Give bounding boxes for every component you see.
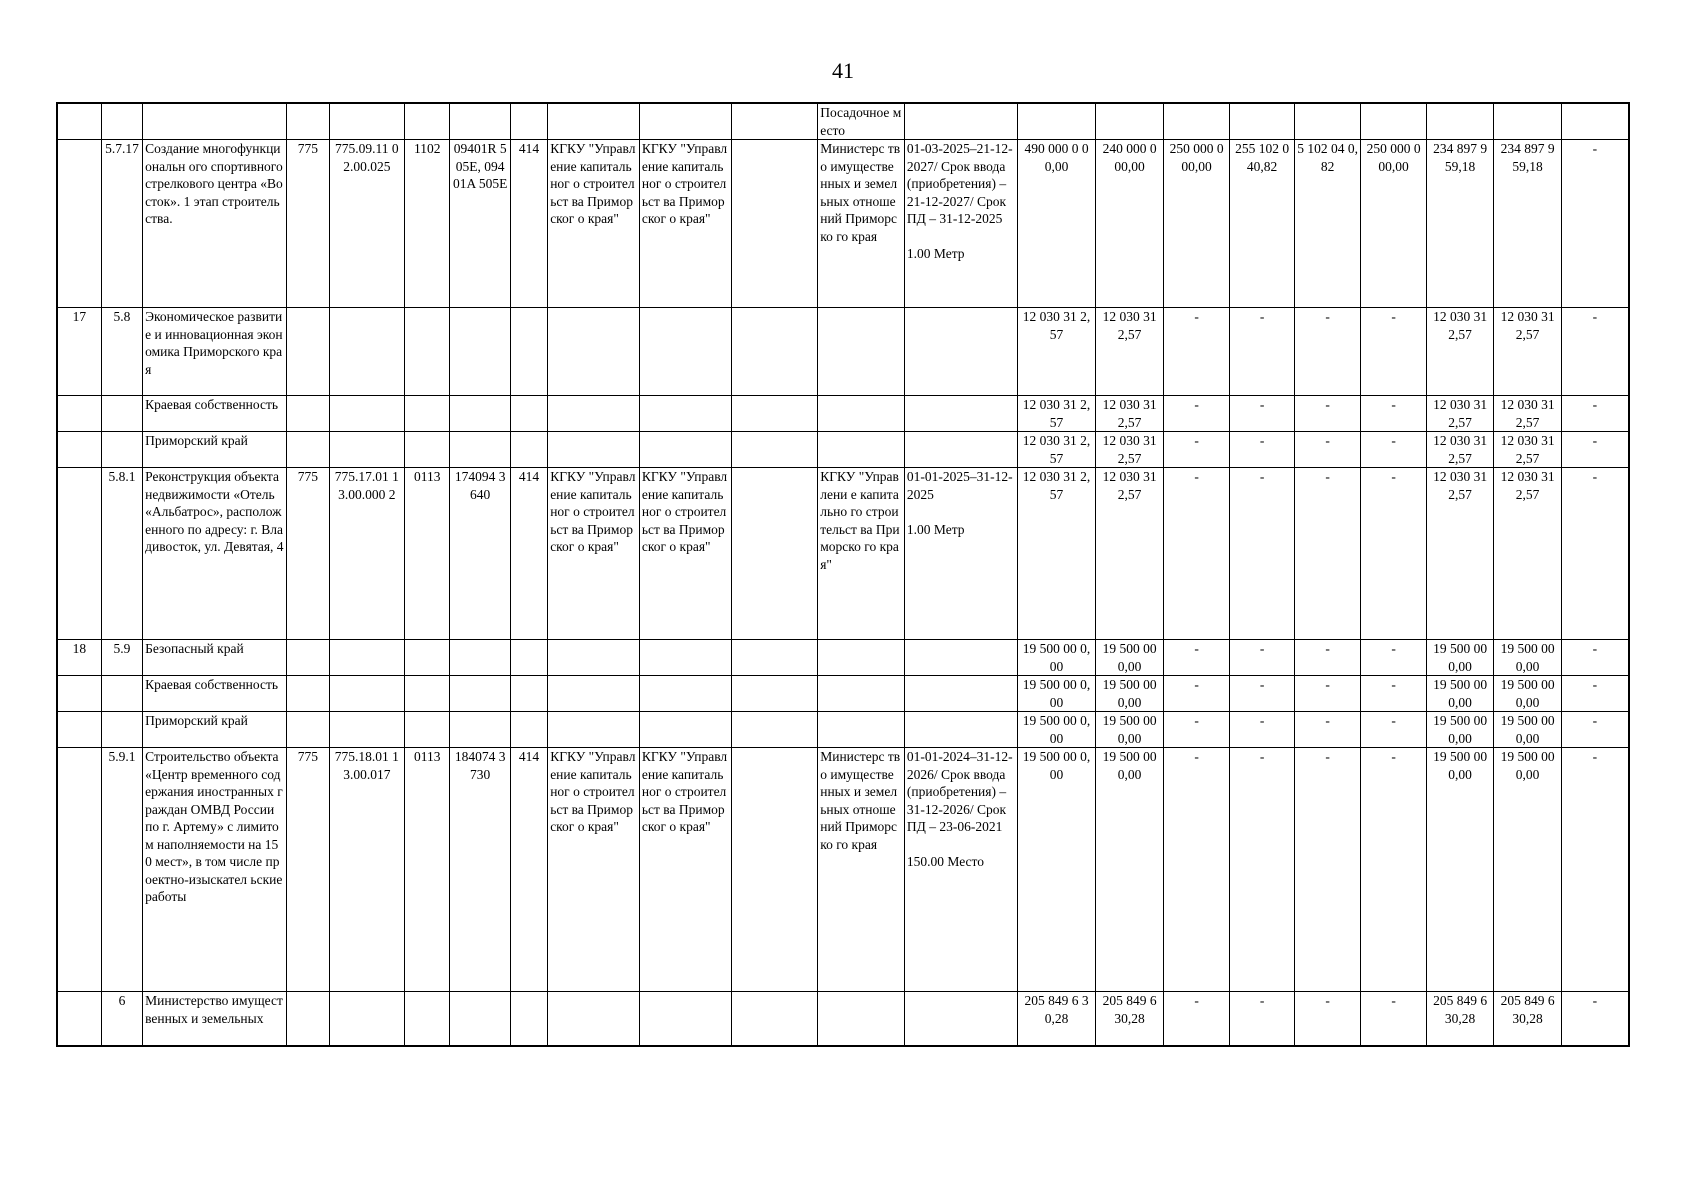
- table-cell: [450, 432, 510, 468]
- table-cell: [1163, 103, 1230, 140]
- table-cell: [731, 992, 818, 1046]
- table-cell: [450, 676, 510, 712]
- budget-table: [56, 102, 1630, 1047]
- table-cell: -: [1561, 432, 1629, 468]
- table-cell: 19 500 00 0,00: [1426, 640, 1494, 676]
- table-cell: 17: [57, 308, 101, 396]
- table-cell: КГКУ "Управление капитальног о строительст ва Приморског о края": [639, 748, 731, 992]
- table-cell: [101, 103, 142, 140]
- table-cell: -: [1361, 992, 1427, 1046]
- table-cell: 19 500 00 0,00: [1494, 712, 1562, 748]
- table-cell: -: [1361, 468, 1427, 640]
- table-cell: -: [1163, 712, 1230, 748]
- table-cell: Краевая собственность: [143, 396, 287, 432]
- table-cell: 6: [101, 992, 142, 1046]
- table-cell: 234 897 9 59,18: [1426, 140, 1494, 308]
- table-cell: [904, 640, 1017, 676]
- table-cell: 205 849 6 30,28: [1096, 992, 1164, 1046]
- table-cell: [510, 308, 547, 396]
- table-cell: 775.09.11 02.00.025: [329, 140, 405, 308]
- table-cell: [1294, 103, 1361, 140]
- table-cell: 19 500 00 0,00: [1494, 676, 1562, 712]
- table-cell: 12 030 31 2,57: [1494, 468, 1562, 640]
- table-cell: [510, 676, 547, 712]
- table-cell: -: [1561, 712, 1629, 748]
- table-cell: 250 000 0 00,00: [1163, 140, 1230, 308]
- table-cell: [510, 992, 547, 1046]
- table-cell: [510, 432, 547, 468]
- table-cell: [57, 432, 101, 468]
- table-cell: [510, 103, 547, 140]
- table-cell: [143, 103, 287, 140]
- table-cell: КГКУ "Управлени е капитально го строительст ва Приморско го края": [818, 468, 905, 640]
- table-cell: 12 030 31 2,57: [1017, 432, 1096, 468]
- table-cell: [329, 992, 405, 1046]
- table-cell: Безопасный край: [143, 640, 287, 676]
- table-cell: -: [1163, 640, 1230, 676]
- table-cell: [329, 640, 405, 676]
- table-cell: [329, 432, 405, 468]
- table-cell: [101, 396, 142, 432]
- table-cell: -: [1230, 308, 1294, 396]
- table-cell: 234 897 9 59,18: [1494, 140, 1562, 308]
- table-row: [57, 308, 1629, 396]
- table-cell: 19 500 00 0,00: [1426, 748, 1494, 992]
- table-cell: [405, 396, 450, 432]
- table-cell: [731, 676, 818, 712]
- table-cell: [904, 676, 1017, 712]
- table-cell: КГКУ "Управление капитальног о строительст ва Приморског о края": [639, 140, 731, 308]
- table-cell: [639, 103, 731, 140]
- table-cell: 12 030 31 2,57: [1426, 432, 1494, 468]
- table-cell: [287, 676, 329, 712]
- table-cell: [57, 468, 101, 640]
- table-cell: [450, 396, 510, 432]
- table-cell: [287, 103, 329, 140]
- table-cell: -: [1561, 140, 1629, 308]
- table-cell: [510, 640, 547, 676]
- table-cell: -: [1163, 676, 1230, 712]
- table-cell: [450, 712, 510, 748]
- table-cell: [101, 676, 142, 712]
- table-cell: [450, 992, 510, 1046]
- table-cell: [639, 676, 731, 712]
- table-cell: [510, 396, 547, 432]
- table-cell: КГКУ "Управление капитальног о строительст ва Приморског о края": [639, 468, 731, 640]
- table-row: [57, 712, 1629, 748]
- table-cell: 0113: [405, 468, 450, 640]
- table-cell: 240 000 0 00,00: [1096, 140, 1164, 308]
- table-row: [57, 140, 1629, 308]
- table-cell: [405, 992, 450, 1046]
- table-cell: 12 030 31 2,57: [1494, 308, 1562, 396]
- table-cell: [731, 468, 818, 640]
- table-cell: -: [1361, 308, 1427, 396]
- table-cell: 19 500 00 0,00: [1494, 640, 1562, 676]
- table-cell: [57, 103, 101, 140]
- table-row: [57, 748, 1629, 992]
- page-number: 41: [832, 58, 854, 83]
- table-cell: -: [1294, 748, 1361, 992]
- table-cell: -: [1561, 992, 1629, 1046]
- table-cell: 205 849 6 30,28: [1494, 992, 1562, 1046]
- table-cell: 19 500 00 0,00: [1017, 748, 1096, 992]
- table-cell: [548, 308, 640, 396]
- table-cell: 01-03-2025–21-12-2027/ Срок ввода (приобретения) – 21-12-2027/ Срок ПД – 31-12-2025 1.00 Метр: [904, 140, 1017, 308]
- table-row: [57, 432, 1629, 468]
- table-cell: 19 500 00 0,00: [1017, 712, 1096, 748]
- table-cell: 414: [510, 140, 547, 308]
- table-cell: 12 030 31 2,57: [1096, 468, 1164, 640]
- table-cell: [57, 396, 101, 432]
- table-row: [57, 676, 1629, 712]
- table-cell: [405, 640, 450, 676]
- table-cell: -: [1230, 676, 1294, 712]
- table-cell: -: [1294, 676, 1361, 712]
- table-cell: [287, 432, 329, 468]
- table-cell: [639, 712, 731, 748]
- table-cell: -: [1163, 468, 1230, 640]
- table-cell: -: [1561, 640, 1629, 676]
- table-row: [57, 103, 1629, 140]
- table-cell: -: [1294, 432, 1361, 468]
- table-cell: [57, 676, 101, 712]
- table-cell: Строительство объекта «Центр временного содержания иностранных граждан ОМВД России по г. Артему» с лимитом наполняемости на 150 мест», в том числе проектно-изыскател ьские работы: [143, 748, 287, 992]
- table-cell: 01-01-2025–31-12-2025 1.00 Метр: [904, 468, 1017, 640]
- table-cell: 775.17.01 13.00.000 2: [329, 468, 405, 640]
- table-cell: [450, 103, 510, 140]
- table-cell: 414: [510, 748, 547, 992]
- table-cell: КГКУ "Управление капитальног о строительст ва Приморског о края": [548, 468, 640, 640]
- table-cell: -: [1230, 468, 1294, 640]
- table-cell: [731, 432, 818, 468]
- table-cell: Создание многофункциональн ого спортивного стрелкового центра «Восток». 1 этап строительства.: [143, 140, 287, 308]
- table-cell: 19 500 00 0,00: [1017, 640, 1096, 676]
- table-cell: [405, 712, 450, 748]
- table-cell: [731, 103, 818, 140]
- table-cell: [731, 748, 818, 992]
- table-cell: 184074 3730: [450, 748, 510, 992]
- table-cell: Министерство имущественных и земельных: [143, 992, 287, 1046]
- table-cell: [818, 712, 905, 748]
- table-cell: -: [1294, 468, 1361, 640]
- table-cell: [57, 140, 101, 308]
- table-cell: -: [1230, 640, 1294, 676]
- table-cell: [287, 712, 329, 748]
- table-cell: -: [1361, 396, 1427, 432]
- table-cell: 19 500 00 0,00: [1426, 676, 1494, 712]
- table-cell: [287, 640, 329, 676]
- table-cell: [904, 712, 1017, 748]
- table-cell: -: [1163, 748, 1230, 992]
- table-cell: -: [1361, 748, 1427, 992]
- table-cell: [329, 396, 405, 432]
- table-cell: [639, 396, 731, 432]
- table-cell: -: [1230, 992, 1294, 1046]
- table-cell: 19 500 00 0,00: [1017, 676, 1096, 712]
- table-cell: [731, 140, 818, 308]
- table-cell: [548, 992, 640, 1046]
- table-cell: Реконструкция объекта недвижимости «Отель «Альбатрос», расположенного по адресу: г. Владивосток, ул. Девятая, 4: [143, 468, 287, 640]
- table-cell: Краевая собственность: [143, 676, 287, 712]
- table-cell: -: [1230, 396, 1294, 432]
- table-cell: -: [1163, 432, 1230, 468]
- table-cell: 775: [287, 140, 329, 308]
- table-cell: [639, 432, 731, 468]
- table-cell: Экономическое развитие и инновационная экономика Приморского края: [143, 308, 287, 396]
- table-cell: [287, 308, 329, 396]
- table-cell: [639, 308, 731, 396]
- table-cell: [548, 640, 640, 676]
- table-cell: [731, 640, 818, 676]
- table-cell: [57, 748, 101, 992]
- table-row: [57, 992, 1629, 1046]
- table-cell: [1230, 103, 1294, 140]
- table-cell: 12 030 31 2,57: [1426, 308, 1494, 396]
- table-cell: 19 500 00 0,00: [1494, 748, 1562, 992]
- table-cell: 12 030 31 2,57: [1494, 396, 1562, 432]
- table-cell: Министерс тво имуществе нных и земельных отношений Приморско го края: [818, 748, 905, 992]
- table-row: [57, 468, 1629, 640]
- table-cell: [405, 432, 450, 468]
- table-cell: 12 030 31 2,57: [1494, 432, 1562, 468]
- table-row: [57, 396, 1629, 432]
- table-cell: 5.8.1: [101, 468, 142, 640]
- table-cell: -: [1561, 468, 1629, 640]
- table-cell: -: [1230, 432, 1294, 468]
- table-cell: [1426, 103, 1494, 140]
- table-cell: [57, 712, 101, 748]
- table-cell: -: [1163, 308, 1230, 396]
- table-cell: 205 849 6 30,28: [1017, 992, 1096, 1046]
- table-cell: 19 500 00 0,00: [1096, 640, 1164, 676]
- table-cell: [329, 308, 405, 396]
- table-cell: 12 030 31 2,57: [1426, 468, 1494, 640]
- table-cell: 5.9: [101, 640, 142, 676]
- table-cell: 414: [510, 468, 547, 640]
- table-cell: [548, 676, 640, 712]
- table-cell: -: [1230, 748, 1294, 992]
- table-cell: КГКУ "Управление капитальног о строительст ва Приморског о края": [548, 140, 640, 308]
- table-cell: 18: [57, 640, 101, 676]
- table-cell: [818, 432, 905, 468]
- table-cell: [57, 992, 101, 1046]
- table-cell: -: [1361, 712, 1427, 748]
- table-cell: 12 030 31 2,57: [1017, 396, 1096, 432]
- table-cell: [818, 308, 905, 396]
- table-cell: [731, 396, 818, 432]
- table-cell: [450, 308, 510, 396]
- table-cell: Приморский край: [143, 432, 287, 468]
- table-cell: Посадочное место: [818, 103, 905, 140]
- table-cell: -: [1294, 992, 1361, 1046]
- table-cell: 19 500 00 0,00: [1096, 748, 1164, 992]
- table-cell: [1096, 103, 1164, 140]
- table-cell: 09401R 505E, 09401A 505E: [450, 140, 510, 308]
- table-cell: [818, 992, 905, 1046]
- table-cell: -: [1294, 712, 1361, 748]
- table-cell: [329, 712, 405, 748]
- table-cell: [510, 712, 547, 748]
- table-cell: -: [1294, 396, 1361, 432]
- table-cell: 490 000 0 00,00: [1017, 140, 1096, 308]
- table-cell: [548, 712, 640, 748]
- table-cell: 775.18.01 13.00.017: [329, 748, 405, 992]
- table-cell: [904, 103, 1017, 140]
- table-cell: [1017, 103, 1096, 140]
- table-cell: 174094 3640: [450, 468, 510, 640]
- table-cell: [904, 432, 1017, 468]
- table-cell: 12 030 31 2,57: [1017, 308, 1096, 396]
- table-cell: [548, 396, 640, 432]
- table-cell: -: [1163, 992, 1230, 1046]
- table-cell: 5.9.1: [101, 748, 142, 992]
- table-cell: 5.7.17: [101, 140, 142, 308]
- table-cell: [329, 676, 405, 712]
- table-cell: 0113: [405, 748, 450, 992]
- table-cell: 205 849 6 30,28: [1426, 992, 1494, 1046]
- table-cell: [101, 432, 142, 468]
- table-cell: [548, 103, 640, 140]
- table-row: [57, 640, 1629, 676]
- table-cell: 5 102 04 0,82: [1294, 140, 1361, 308]
- table-cell: 01-01-2024–31-12-2026/ Срок ввода (приобретения) – 31-12-2026/ Срок ПД – 23-06-2021 150.00 Место: [904, 748, 1017, 992]
- table-cell: [731, 712, 818, 748]
- table-cell: 255 102 040,82: [1230, 140, 1294, 308]
- table-cell: -: [1294, 308, 1361, 396]
- table-cell: 19 500 00 0,00: [1096, 712, 1164, 748]
- table-cell: [287, 992, 329, 1046]
- table-cell: -: [1163, 396, 1230, 432]
- table-cell: -: [1361, 640, 1427, 676]
- table-cell: -: [1294, 640, 1361, 676]
- table-cell: [287, 396, 329, 432]
- table-cell: [405, 308, 450, 396]
- table-cell: [904, 992, 1017, 1046]
- table-cell: 12 030 31 2,57: [1096, 432, 1164, 468]
- table-cell: [329, 103, 405, 140]
- table-cell: [731, 308, 818, 396]
- table-cell: -: [1561, 676, 1629, 712]
- table-cell: 19 500 00 0,00: [1426, 712, 1494, 748]
- table-cell: -: [1561, 396, 1629, 432]
- table-cell: [450, 640, 510, 676]
- table-cell: [818, 676, 905, 712]
- table-cell: [1561, 103, 1629, 140]
- table-cell: [639, 640, 731, 676]
- table-cell: -: [1561, 748, 1629, 992]
- table-cell: -: [1361, 676, 1427, 712]
- table-cell: [904, 308, 1017, 396]
- table-cell: 775: [287, 468, 329, 640]
- table-cell: [1494, 103, 1562, 140]
- table-cell: [904, 396, 1017, 432]
- table-cell: 12 030 31 2,57: [1096, 396, 1164, 432]
- table-cell: Приморский край: [143, 712, 287, 748]
- table-cell: [818, 396, 905, 432]
- table-cell: 775: [287, 748, 329, 992]
- table-cell: [639, 992, 731, 1046]
- table-cell: [548, 432, 640, 468]
- table-cell: -: [1561, 308, 1629, 396]
- table-cell: [405, 676, 450, 712]
- table-cell: 250 000 0 00,00: [1361, 140, 1427, 308]
- table-cell: [101, 712, 142, 748]
- table-cell: КГКУ "Управление капитальног о строительст ва Приморског о края": [548, 748, 640, 992]
- table-cell: 19 500 00 0,00: [1096, 676, 1164, 712]
- table-cell: 12 030 31 2,57: [1096, 308, 1164, 396]
- table-cell: 12 030 31 2,57: [1426, 396, 1494, 432]
- table-cell: [818, 640, 905, 676]
- table-cell: Министерс тво имуществе нных и земельных отношений Приморско го края: [818, 140, 905, 308]
- table-cell: [1361, 103, 1427, 140]
- table-cell: 12 030 31 2,57: [1017, 468, 1096, 640]
- table-cell: 5.8: [101, 308, 142, 396]
- table-cell: -: [1361, 432, 1427, 468]
- table-cell: -: [1230, 712, 1294, 748]
- table-cell: 1102: [405, 140, 450, 308]
- table-cell: [405, 103, 450, 140]
